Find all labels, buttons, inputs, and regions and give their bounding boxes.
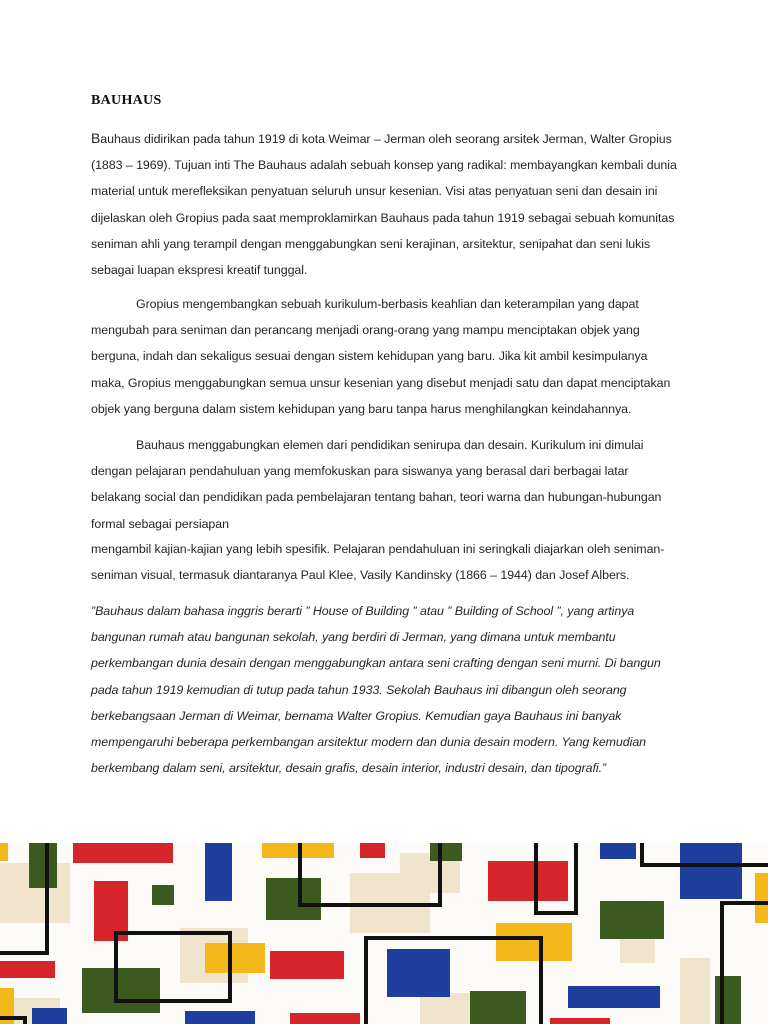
- paragraph-intro-text: auhaus didirikan pada tahun 1919 di kota Weimar – Jerman oleh seorang arsitek Jerman, Walter Gropius (1883 – 1969). Tujuan inti The Bauhaus adalah sebuah konsep yang radikal: membayangkan kembali dunia material untuk merefleksikan penyatuan seluruh unsur kesenian. Visi atas penyatuan seni dan desain ini dijelaskan oleh Gropius pada saat memproklamirkan Bauhaus pada tahun 1919 sebagai sebuah komunitas seniman ahli yang terampil dengan menggabungkan seni kerajinan, arsitektur, senipahat dan seni lukis sebagai luapan ekspresi kreatif tunggal.: [91, 132, 677, 278]
- pattern-block: [185, 1011, 255, 1024]
- pattern-block: [755, 873, 768, 923]
- pattern-block: [29, 843, 57, 888]
- pattern-block: [715, 976, 741, 1024]
- paragraph-gropius: Gropius mengembangkan sebuah kurikulum-berbasis keahlian dan keterampilan yang dapat mengubah para seniman dan perancang menjadi orang-orang yang mampu menciptakan objek yang berguna, indah dan sekaligus sesuai dengan sistem kehidupan yang baru. Jika kit ambil kesimpulanya maka, Gropius menggabungkan semua unsur kesenian yang disebut menjadi satu dan dapat menciptakan objek yang berguna dalam sistem kehidupan yang baru tanpa harus menghilangkan keindahannya.: [91, 297, 671, 416]
- pattern-block: [488, 861, 568, 901]
- pattern-block: [205, 943, 265, 973]
- document-title: BAUHAUS: [91, 93, 162, 108]
- pattern-block: [266, 878, 321, 920]
- pattern-graphic: [0, 843, 768, 1024]
- pattern-block: [270, 951, 344, 979]
- pattern-block: [0, 961, 55, 978]
- pattern-block: [430, 843, 462, 861]
- pattern-block: [387, 949, 450, 997]
- paragraph-intro: [91, 125, 681, 283]
- pattern-block: [470, 991, 526, 1024]
- paragraph-curriculum-continued: mengambil kajian-kajian yang lebih spesifik. Pelajaran pendahuluan ini seringkali diajarkan oleh seniman-seniman visual, termasuk diantaranya Paul Klee, Vasily Kandinsky (1866 – 1944) dan Josef Albers.: [91, 542, 665, 583]
- pattern-block: [680, 958, 710, 1024]
- pattern-block: [600, 843, 636, 859]
- pattern-block: [680, 843, 742, 899]
- pattern-block: [600, 901, 664, 939]
- pattern-block: [0, 843, 8, 861]
- pattern-block: [496, 923, 572, 961]
- drop-letter: B: [91, 130, 101, 146]
- quote-paragraph: ”Bauhaus dalam bahasa inggris berarti ” House of Building ” atau ” Building of School ”, yang artinya bangunan rumah atau bangunan sekolah, yang berdiri di Jerman, yang dimana untuk membantu perkembangan dunia desain dengan menggabungkan antara seni crafting dengan seni murni. Di bangun pada tahun 1919 kemudian di tutup pada tahun 1933. Sekolah Bauhaus ini dibangun oleh seorang berkebangsaan Jerman di Weimar, bernama Walter Gropius. Kemudian gaya Bauhaus ini banyak mempengaruhi beberapa perkembangan arsitektur modern dan dunia desain modern. Yang kemudian berkembang dalam seni, arsitektur, desain grafis, desain interior, industri desain, dan tipografi.”: [91, 604, 661, 776]
- paragraph-curriculum: Bauhaus menggabungkan elemen dari pendidikan senirupa dan desain. Kurikulum ini dimulai dengan pelajaran pendahuluan yang memfokuskan para siswanya yang berasal dari berbagai latar belakang social dan pendidikan pada pembelajaran tentang bahan, teori warna dan hubungan-hubungan formal sebagai persiapan: [91, 438, 662, 531]
- pattern-block: [360, 843, 385, 858]
- bauhaus-geometric-pattern: [0, 843, 768, 1024]
- pattern-block: [32, 1008, 67, 1024]
- pattern-block: [73, 843, 173, 863]
- pattern-block: [290, 1013, 360, 1024]
- pattern-block: [82, 968, 160, 1013]
- pattern-block: [152, 885, 174, 905]
- pattern-block: [550, 1018, 610, 1024]
- pattern-block: [568, 986, 660, 1008]
- pattern-block: [205, 843, 232, 901]
